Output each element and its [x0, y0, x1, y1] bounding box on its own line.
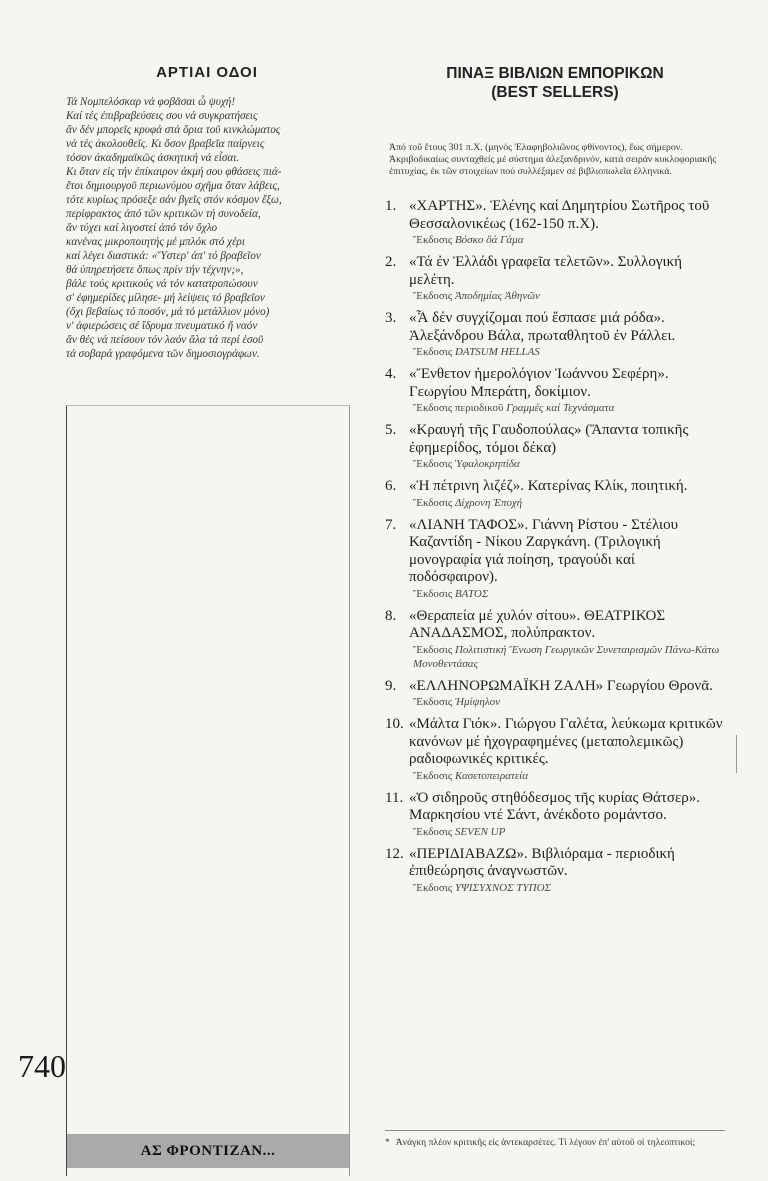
right-column	[385, 64, 725, 902]
item-title: «Ὁ σιδηροῦς στηθόδεσμος τῆς κυρίας Θάτσερ». Μαρκησίου ντέ Σάντ, ἀνέκδοτο ρομάντσο.	[409, 789, 701, 823]
poem-line: θά ὑπηρετήσετε ὅπως πρίν τήν τέχνην;»,	[66, 264, 244, 276]
poem-line: ἄν τύχει καί λιγοστεί ἀπό τόν ὄχλο	[66, 222, 218, 234]
banner-box	[66, 405, 350, 1176]
publisher-name: ΒΑΤΟΣ	[454, 587, 489, 600]
list-item	[385, 846, 725, 895]
poem-line: καί λέγει διαστικά: «Ὕστερ' ἀπ' τό βραβεῖον	[66, 250, 261, 262]
item-title: «Ἡ πέτρινη λιζέζ». Κατερίνας Κλίκ, ποιητική.	[409, 478, 688, 494]
page-number: 740	[18, 1048, 66, 1084]
list-title-line1: ΠΙΝΑΞ ΒΙΒΛΙΩΝ ΕΜΠΟΡΙΚΩΝ	[446, 65, 664, 82]
item-publisher	[409, 496, 725, 510]
poem-line: περίφρακτος ἀπό τῶν κριτικῶν τή συνοδεία,	[66, 208, 261, 220]
publisher-label: Ἔκδοσις	[413, 769, 455, 782]
publisher-label: Ἔκδοσις	[413, 346, 455, 358]
poem-line: σ' ἐφημερίδες μίλησε- μή λείψεις τό βραβεῖον	[66, 292, 265, 304]
publisher-label: Ἔκδοσις	[413, 458, 455, 470]
left-heading: ΑΡΤΙΑΙ ΟΔΟΙ	[156, 64, 258, 81]
poem-line: Τά Νομπελόσκαρ νά φοβᾶσαι ὦ ψυχή!	[66, 96, 236, 108]
item-title: «Ἆ δέν συγχίζομαι πού ἔσπασε μιά ρόδα». Ἀλεξάνδρου Βάλα, πρωταθλητοῦ ἐν Ράλλει.	[409, 310, 676, 344]
banner	[67, 1134, 349, 1168]
publisher-name: DATSUM HELLAS	[454, 346, 540, 358]
item-number: 9.	[385, 677, 397, 694]
list-item	[385, 678, 725, 710]
list-title	[385, 64, 725, 102]
item-number: 12.	[385, 845, 404, 862]
list-item	[385, 422, 725, 471]
list-item	[385, 716, 725, 783]
poem-text	[66, 95, 348, 361]
item-number: 8.	[385, 607, 397, 624]
item-publisher	[409, 289, 725, 303]
left-column	[66, 64, 348, 361]
item-title: «ΠΕΡΙΔΙΑΒΑΖΩ». Βιβλιόραμα - περιοδική ἐπιθεώρησις ἀναγνωστῶν.	[409, 845, 675, 879]
item-publisher	[409, 769, 725, 783]
banner-text: ΑΣ ΦΡΟΝΤΙΖΑΝ...	[140, 1142, 276, 1159]
item-title: «Θεραπεία μέ χυλόν σίτου». ΘΕΑΤΡΙΚΟΣ ΑΝΑΔΑΣΜΟΣ, πολύπρακτον.	[409, 607, 666, 641]
item-title: «Ἔνθετον ἡμερολόγιον Ἰωάννου Σεφέρη». Γεωργίου Μπεράτη, δοκίμιον.	[409, 366, 669, 400]
publisher-name: SEVEN UP	[454, 825, 506, 838]
poem-line: βάλε τούς κριτικούς νά τόν κατατροπώσουν	[66, 278, 258, 290]
item-number: 5.	[385, 422, 397, 438]
publisher-name: Κασετοπειρατεία	[454, 769, 528, 782]
publisher-label: Ἔκδοσις	[413, 825, 455, 838]
publisher-label: Ἔκδοσις	[413, 496, 455, 509]
bestseller-list	[385, 198, 725, 895]
item-publisher	[409, 233, 725, 247]
item-publisher	[409, 695, 725, 709]
footnote-text: Ἀνάγκη πλέον κριτικῆς εἰς ἀντεκαρσέτες. Τί λέγουν ἐπ' αὐτοῦ οἱ τηλεοπτικοί;	[395, 1137, 696, 1148]
item-publisher	[409, 401, 725, 415]
item-title: «ΧΑΡΤΗΣ». Ἑλένης καί Δημητρίου Σωτῆρος τοῦ Θεσσαλονικέως (162-150 π.Χ).	[409, 198, 710, 232]
item-publisher	[409, 825, 725, 839]
item-publisher	[409, 345, 725, 359]
list-item	[385, 254, 725, 303]
item-publisher	[409, 643, 725, 671]
item-number: 11.	[385, 789, 404, 806]
margin-mark	[736, 735, 737, 773]
item-number: 7.	[385, 516, 397, 533]
poem-line: τά σοβαρά γραφόμενα τῶν δημοσιογράφων.	[66, 348, 260, 360]
poem-line: Κι ὅταν εἰς τήν ἐπίκαιρον ἀκμή σου φθάσεις πιά-	[66, 166, 282, 178]
poem-line: ἄν δέν μπορεῖς κρυφά στά ὄρια τοῦ κινκλώματος	[66, 124, 281, 136]
item-publisher	[409, 457, 725, 471]
list-title-line2: (BEST SELLERS)	[491, 84, 619, 101]
poem-line: ν' ἀφιερώσεις σέ ἵδρυμα πνευματικό ἤ ναόν	[66, 320, 258, 332]
list-item	[385, 198, 725, 247]
publisher-label: Ἔκδοσις	[413, 587, 455, 600]
poem-line: κανένας μικροποιητής μέ μπλόκ στό χέρι	[66, 236, 245, 248]
publisher-name: Ὑφαλοκρηπίδα	[454, 458, 520, 470]
item-title: «Μάλτα Γιόκ». Γιώργου Γαλέτα, λεύκωμα κριτικῶν κανόνων μέ ἠχογραφημένες (μεταπολεμικῶς) ραδιοφωνικές κριτικές.	[409, 716, 723, 767]
intro-text: Ἀπό τοῦ ἔτους 301 π.Χ. (μηνός Ἐλαφηβολιῶνος φθίνοντος), ἕως σήμερον. Ἀκριβοδικαίως συνταχθείς μέ σύστημα ἀλεξανδρινόν, κατά σειράν κυκλοφοριακῆς ἐπιτυχίας, ἐκ τῶν στοιχείων πού συλλέξαμεν σέ βιβλιοπωλεῖα ἑλληνικά.	[389, 142, 717, 177]
publisher-label: Ἔκδοσις	[413, 234, 455, 246]
list-item	[385, 366, 725, 415]
publisher-label: Ἔκδοσις περιοδικοῦ	[413, 402, 507, 414]
item-title: «ΕΛΛΗΝΟΡΩΜΑΪΚΗ ΖΑΛΗ» Γεωργίου Θρονᾶ.	[409, 677, 713, 694]
poem-line: ἔτοι δημιουργοῦ περιωνύμου σχῆμα ὅταν λάβεις,	[66, 180, 280, 192]
publisher-name: ΥΨΙΣΥΧΝΟΣ ΤΥΠΟΣ	[454, 881, 552, 894]
poem-line: ἄν θές νά πείσουν τόν λαόν ἄλα τά περί ἑσοῦ	[66, 334, 264, 346]
item-number: 4.	[385, 366, 397, 382]
item-number: 1.	[385, 198, 397, 214]
poem-line: (ὄχι βεβαίως τό ποσόν, μά τό μετάλλιον μόνο)	[66, 306, 270, 318]
publisher-name: Ἡμίψηλον	[454, 696, 500, 708]
list-item	[385, 478, 725, 510]
publisher-name: Δίχρονη Ἐποχή	[454, 496, 523, 509]
item-number: 3.	[385, 310, 397, 326]
item-number: 10.	[385, 716, 404, 732]
footnote-marker: *	[385, 1137, 390, 1148]
item-title: «ΛΙΑΝΗ ΤΑΦΟΣ». Γιάννη Ρίστου - Στέλιου Καζαντίδη - Νίκου Ζαργκάνη. (Τριλογική μονογραφία γιά ποίηση, τραγούδι καί ποδόσφαιρον).	[409, 516, 679, 585]
publisher-name: Ἀποδημίας Ἀθηνῶν	[454, 290, 540, 302]
item-title: «Κραυγή τῆς Γαυδοπούλας» (Ἅπαντα τοπικῆς ἐφημερίδος, τόμοι δέκα)	[409, 422, 689, 456]
publisher-label: Ἔκδοσις	[413, 881, 455, 894]
item-title: «Τά ἐν Ἑλλάδι γραφεῖα τελετῶν». Συλλογική μελέτη.	[409, 254, 682, 288]
item-number: 6.	[385, 478, 397, 494]
item-number: 2.	[385, 254, 397, 270]
list-item	[385, 517, 725, 601]
list-item	[385, 608, 725, 671]
poem-line: τότε κυρίως πρόσεξε σάν βγεῖς στόν κόσμον ἔξω,	[66, 194, 282, 206]
list-item	[385, 310, 725, 359]
publisher-name: Γραμμές καί Τεχνάσματα	[506, 402, 615, 414]
poem-line: Καί τές ἐπιβραβεύσεις σου νά συγκρατήσεις	[66, 110, 258, 122]
publisher-name: Πολιτιστική Ἕνωση Γεωργικῶν Συνεταιρισμῶν Πάνω-Κάτω Μονοθεντάσας	[413, 643, 720, 670]
poem-line: τόσον ἀκαδημαϊκῶς ἀσκητική νά εἶσαι.	[66, 152, 240, 164]
item-publisher	[409, 587, 725, 601]
poem-line: νά τές ἀκολουθεῖς. Κι ὅσον βραβεῖα παίρνεις	[66, 138, 265, 150]
publisher-name: Βόσκο ὅά Γάμα	[454, 234, 524, 246]
footnote	[385, 1130, 725, 1149]
publisher-label: Ἔκδοσις	[413, 290, 455, 302]
item-publisher	[409, 881, 725, 895]
publisher-label: Ἔκδοσις	[413, 696, 455, 708]
publisher-label: Ἔκδοσις	[413, 643, 455, 656]
list-item	[385, 790, 725, 839]
